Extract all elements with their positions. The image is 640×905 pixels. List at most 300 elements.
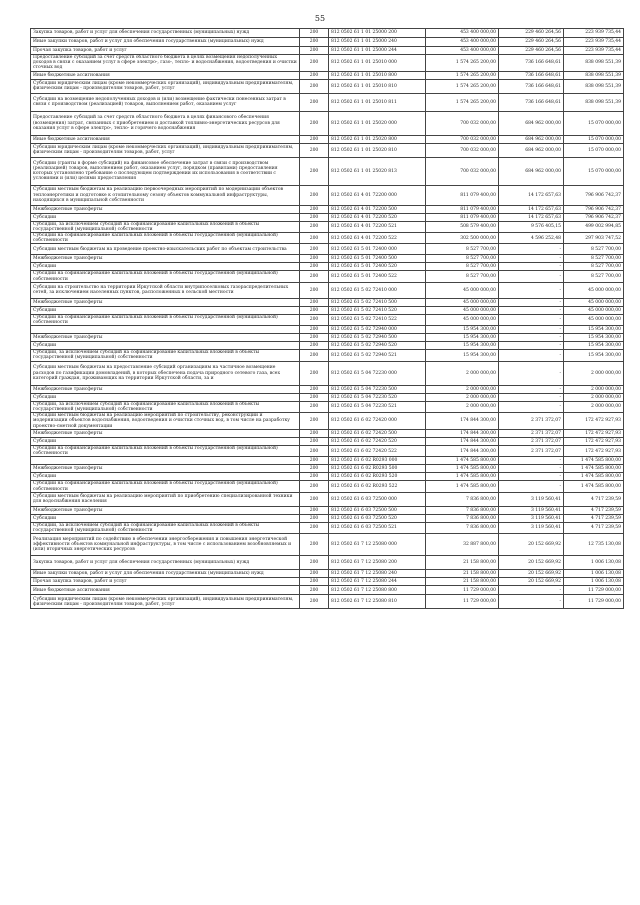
- row-unexecuted-amount: 15 070 000,00: [564, 157, 624, 185]
- row-unexecuted-amount: 172 472 927,93: [564, 438, 624, 446]
- table-row: [31, 71, 624, 79]
- row-line-code: 200: [300, 385, 329, 393]
- row-budget-code: 812 0502 61 4 01 72200 520: [329, 213, 426, 221]
- row-budget-code: 812 0502 61 5 04 72230 000: [329, 361, 426, 385]
- row-approved-amount: 2 000 000,00: [426, 385, 499, 393]
- table-row: [31, 314, 624, 325]
- row-line-code: 200: [300, 506, 329, 514]
- row-approved-amount: 174 844 300,00: [426, 430, 499, 438]
- table-row: [31, 79, 624, 93]
- row-line-code: 200: [300, 481, 329, 492]
- row-executed-amount: -: [499, 393, 564, 401]
- row-approved-amount: 7 836 800,00: [426, 514, 499, 522]
- row-executed-amount: -: [499, 473, 564, 481]
- row-name: Предоставление субсидий за счет средств областного бюджета в целях возмещения недополученных доходов в связи с оказанием услуг в сфере электро-, газо-, тепло- и водоснабжения, водоотведения и очистки сточных вод: [31, 55, 300, 72]
- table-row: [31, 271, 624, 282]
- table-row: [31, 255, 624, 263]
- row-line-code: 200: [300, 47, 329, 55]
- row-name: Иные закупки товаров, работ и услуг для обеспечения государственных (муниципальных) нужд: [31, 570, 300, 578]
- row-unexecuted-amount: 838 098 551,39: [564, 71, 624, 79]
- row-name: Субсидии: [31, 342, 300, 350]
- row-approved-amount: 1 574 265 200,00: [426, 71, 499, 79]
- row-line-code: 200: [300, 298, 329, 306]
- row-approved-amount: 700 032 000,00: [426, 143, 499, 157]
- row-approved-amount: 11 729 000,00: [426, 586, 499, 595]
- row-approved-amount: 1 474 585 800,00: [426, 457, 499, 465]
- row-budget-code: 812 0502 61 5 02 72940 520: [329, 342, 426, 350]
- table-row: [31, 55, 624, 72]
- row-name: Межбюджетные трансферты: [31, 205, 300, 213]
- row-executed-amount: -: [499, 314, 564, 325]
- row-unexecuted-amount: 15 070 000,00: [564, 143, 624, 157]
- row-line-code: 200: [300, 282, 329, 298]
- row-unexecuted-amount: 45 000 000,00: [564, 306, 624, 314]
- row-budget-code: 812 0502 61 6 03 72500 520: [329, 514, 426, 522]
- row-unexecuted-amount: 1 006 130,08: [564, 556, 624, 570]
- row-executed-amount: -: [499, 263, 564, 271]
- row-executed-amount: 229 460 264,56: [499, 47, 564, 55]
- row-executed-amount: -: [499, 361, 564, 385]
- row-name: Субсидии местным бюджетам на реализацию первоочередных мероприятий по модернизации объектов теплоэнергетики и подготовке к отопительному сезону объектов коммунальной инфраструктуры, находящихся в муниципальной собственности: [31, 185, 300, 205]
- row-budget-code: 812 0502 61 1 01 25010 800: [329, 71, 426, 79]
- row-executed-amount: 20 152 669,92: [499, 556, 564, 570]
- row-line-code: 200: [300, 522, 329, 533]
- row-name: Субсидии местным бюджетам на реализацию мероприятий по приобретению специализированной техники для водоснабжения населения: [31, 492, 300, 506]
- row-budget-code: 812 0502 61 5 02 72410 520: [329, 306, 426, 314]
- row-approved-amount: 2 000 000,00: [426, 393, 499, 401]
- row-approved-amount: 21 158 800,00: [426, 556, 499, 570]
- row-approved-amount: 15 954 300,00: [426, 326, 499, 334]
- table-row: [31, 157, 624, 185]
- row-executed-amount: -: [499, 385, 564, 393]
- row-budget-code: 812 0502 61 4 01 72200 521: [329, 221, 426, 232]
- row-name: Межбюджетные трансферты: [31, 506, 300, 514]
- row-name: Иные бюджетные ассигнования: [31, 135, 300, 143]
- row-approved-amount: 21 158 800,00: [426, 578, 499, 586]
- row-budget-code: 812 0502 61 6 02 R0293 500: [329, 465, 426, 473]
- row-executed-amount: -: [499, 282, 564, 298]
- row-approved-amount: 32 887 800,00: [426, 534, 499, 556]
- row-budget-code: 812 0502 61 4 01 72200 522: [329, 233, 426, 244]
- row-name: Предоставление субсидий за счет средств областного бюджета в целях финансового обеспечения (возмещения) затрат, связанных с приобретением и доставкой топливно-энергетических ресурсов для оказания услуг в сфере электро-, тепло- и горячего водоснабжения: [31, 111, 300, 135]
- table-row: [31, 93, 624, 111]
- row-unexecuted-amount: 796 906 742,37: [564, 205, 624, 213]
- row-budget-code: 812 0502 61 1 01 25000 200: [329, 29, 426, 38]
- row-executed-amount: 20 152 669,92: [499, 578, 564, 586]
- row-name: Субсидии местным бюджетам на реализацию мероприятий по строительству, реконструкции и модернизации объектов водоснабжения, водоотведения и очистки сточных вод, в том числе на разработку проектно-сметной документации: [31, 413, 300, 430]
- row-approved-amount: 174 844 300,00: [426, 446, 499, 457]
- row-unexecuted-amount: 12 735 130,08: [564, 534, 624, 556]
- row-executed-amount: 736 166 648,61: [499, 55, 564, 72]
- row-name: Межбюджетные трансферты: [31, 334, 300, 342]
- row-unexecuted-amount: 15 954 300,00: [564, 326, 624, 334]
- row-budget-code: 812 0502 61 5 02 72410 000: [329, 282, 426, 298]
- row-line-code: 200: [300, 413, 329, 430]
- row-name: Межбюджетные трансферты: [31, 298, 300, 306]
- table-row: [31, 401, 624, 412]
- row-executed-amount: -: [499, 255, 564, 263]
- row-line-code: 200: [300, 38, 329, 47]
- row-unexecuted-amount: 11 729 000,00: [564, 595, 624, 609]
- row-unexecuted-amount: 1 474 585 800,00: [564, 457, 624, 465]
- row-unexecuted-amount: 1 006 130,08: [564, 578, 624, 586]
- row-name: Субсидии на софинансирование капитальных вложений в объекты государственной (муниципальной) собственности: [31, 446, 300, 457]
- row-line-code: 200: [300, 586, 329, 595]
- table-row: [31, 185, 624, 205]
- table-row: [31, 213, 624, 221]
- row-unexecuted-amount: 2 000 000,00: [564, 361, 624, 385]
- row-unexecuted-amount: 15 070 000,00: [564, 135, 624, 143]
- table-row: [31, 244, 624, 255]
- table-row: [31, 205, 624, 213]
- row-budget-code: 812 0502 61 1 01 25020 810: [329, 143, 426, 157]
- row-budget-code: 812 0502 61 1 01 25020 800: [329, 135, 426, 143]
- row-approved-amount: 1 574 265 200,00: [426, 55, 499, 72]
- row-name: Субсидии на софинансирование капитальных вложений в объекты государственной (муниципальной) собственности: [31, 314, 300, 325]
- row-line-code: 200: [300, 143, 329, 157]
- row-name: Субсидии местным бюджетам на проведение проектно-изыскательских работ по объектам строительства: [31, 244, 300, 255]
- row-budget-code: 812 0502 61 5 01 72400 520: [329, 263, 426, 271]
- table-row: [31, 457, 624, 465]
- row-approved-amount: 1 474 585 800,00: [426, 473, 499, 481]
- row-name: Закупка товаров, работ и услуг для обеспечения государственных (муниципальных) нужд: [31, 29, 300, 38]
- row-unexecuted-amount: 2 000 000,00: [564, 401, 624, 412]
- row-name: [31, 457, 300, 465]
- row-line-code: 200: [300, 244, 329, 255]
- table-row: [31, 481, 624, 492]
- row-line-code: 200: [300, 71, 329, 79]
- row-approved-amount: 1 574 265 200,00: [426, 93, 499, 111]
- row-name: Субсидии, за исключением субсидий на софинансирование капитальных вложений в объекты государственной (муниципальной) собственности: [31, 221, 300, 232]
- row-name: Субсидии: [31, 514, 300, 522]
- row-name: Субсидии: [31, 213, 300, 221]
- row-budget-code: 812 0502 61 5 02 72410 522: [329, 314, 426, 325]
- row-line-code: 200: [300, 205, 329, 213]
- row-approved-amount: 8 527 700,00: [426, 263, 499, 271]
- table-row: [31, 361, 624, 385]
- row-line-code: 200: [300, 492, 329, 506]
- row-budget-code: 812 0502 61 5 02 72940 521: [329, 350, 426, 361]
- row-line-code: 200: [300, 157, 329, 185]
- row-name: Субсидии: [31, 438, 300, 446]
- row-unexecuted-amount: 15 954 300,00: [564, 342, 624, 350]
- table-row: [31, 578, 624, 586]
- row-name: [31, 326, 300, 334]
- row-approved-amount: 8 527 700,00: [426, 255, 499, 263]
- table-row: [31, 586, 624, 595]
- row-executed-amount: -: [499, 457, 564, 465]
- row-unexecuted-amount: 172 472 927,93: [564, 430, 624, 438]
- table-row: [31, 342, 624, 350]
- row-budget-code: 812 0502 61 7 12 25080 000: [329, 534, 426, 556]
- table-row: [31, 534, 624, 556]
- row-executed-amount: -: [499, 334, 564, 342]
- row-executed-amount: 684 962 000,00: [499, 157, 564, 185]
- row-name: Иные закупки товаров, работ и услуг для обеспечения государственных (муниципальных) нужд: [31, 38, 300, 47]
- row-approved-amount: 45 000 000,00: [426, 282, 499, 298]
- row-unexecuted-amount: 172 472 927,93: [564, 413, 624, 430]
- row-line-code: 200: [300, 233, 329, 244]
- table-row: [31, 143, 624, 157]
- row-executed-amount: 2 371 372,07: [499, 438, 564, 446]
- row-budget-code: 812 0502 61 1 01 25010 000: [329, 55, 426, 72]
- row-line-code: 200: [300, 55, 329, 72]
- row-approved-amount: 1 474 585 800,00: [426, 481, 499, 492]
- row-budget-code: 812 0502 61 6 02 72420 000: [329, 413, 426, 430]
- row-name: Межбюджетные трансферты: [31, 255, 300, 263]
- row-budget-code: 812 0502 61 5 04 72230 500: [329, 385, 426, 393]
- row-unexecuted-amount: 223 939 735,44: [564, 47, 624, 55]
- table-row: [31, 438, 624, 446]
- row-approved-amount: 7 836 800,00: [426, 506, 499, 514]
- row-budget-code: 812 0502 61 7 12 25080 244: [329, 578, 426, 586]
- row-executed-amount: 736 166 648,61: [499, 79, 564, 93]
- row-unexecuted-amount: 297 903 747,52: [564, 233, 624, 244]
- row-line-code: 200: [300, 430, 329, 438]
- row-executed-amount: 684 962 000,00: [499, 143, 564, 157]
- row-name: Субсидии на софинансирование капитальных вложений в объекты государственной (муниципальной) собственности: [31, 481, 300, 492]
- row-unexecuted-amount: 796 906 742,37: [564, 185, 624, 205]
- row-approved-amount: 811 079 400,00: [426, 205, 499, 213]
- row-budget-code: 812 0502 61 1 01 25020 000: [329, 111, 426, 135]
- row-line-code: 200: [300, 111, 329, 135]
- row-unexecuted-amount: 838 098 551,39: [564, 79, 624, 93]
- row-unexecuted-amount: 45 000 000,00: [564, 282, 624, 298]
- row-line-code: 200: [300, 595, 329, 609]
- table-row: [31, 465, 624, 473]
- row-name: Закупка товаров, работ и услуг для обеспечения государственных (муниципальных) нужд: [31, 556, 300, 570]
- row-executed-amount: 736 166 648,61: [499, 93, 564, 111]
- row-budget-code: 812 0502 61 5 04 72230 521: [329, 401, 426, 412]
- row-line-code: 200: [300, 393, 329, 401]
- row-line-code: 200: [300, 135, 329, 143]
- row-name: Межбюджетные трансферты: [31, 385, 300, 393]
- row-unexecuted-amount: 11 729 000,00: [564, 586, 624, 595]
- row-executed-amount: -: [499, 481, 564, 492]
- row-executed-amount: -: [499, 342, 564, 350]
- table-row: [31, 595, 624, 609]
- row-approved-amount: 21 158 800,00: [426, 570, 499, 578]
- row-name: Субсидии: [31, 263, 300, 271]
- row-budget-code: 812 0502 61 5 04 72230 520: [329, 393, 426, 401]
- row-executed-amount: 14 172 657,63: [499, 213, 564, 221]
- table-row: [31, 233, 624, 244]
- row-name: Субсидии юридическим лицам (кроме некоммерческих организаций), индивидуальным предпринимателям, физическим лицам - производителям товаров, работ, услуг: [31, 143, 300, 157]
- row-unexecuted-amount: 4 717 239,59: [564, 506, 624, 514]
- row-approved-amount: 453 400 000,00: [426, 29, 499, 38]
- table-row: [31, 298, 624, 306]
- row-approved-amount: 1 574 265 200,00: [426, 79, 499, 93]
- row-name: Прочая закупка товаров, работ и услуг: [31, 578, 300, 586]
- row-budget-code: 812 0502 61 7 12 25080 800: [329, 586, 426, 595]
- row-line-code: 200: [300, 271, 329, 282]
- row-approved-amount: 2 000 000,00: [426, 401, 499, 412]
- row-unexecuted-amount: 15 070 000,00: [564, 111, 624, 135]
- row-line-code: 200: [300, 314, 329, 325]
- row-approved-amount: 15 954 300,00: [426, 342, 499, 350]
- table-row: [31, 29, 624, 38]
- row-unexecuted-amount: 4 717 239,59: [564, 522, 624, 533]
- row-executed-amount: -: [499, 595, 564, 609]
- row-approved-amount: 15 954 300,00: [426, 334, 499, 342]
- row-line-code: 200: [300, 213, 329, 221]
- row-budget-code: 812 0502 61 7 12 25080 200: [329, 556, 426, 570]
- row-unexecuted-amount: 15 954 300,00: [564, 334, 624, 342]
- row-approved-amount: 11 729 000,00: [426, 595, 499, 609]
- row-unexecuted-amount: 8 527 700,00: [564, 263, 624, 271]
- row-budget-code: 812 0502 61 1 01 25000 244: [329, 47, 426, 55]
- row-executed-amount: -: [499, 306, 564, 314]
- row-line-code: 200: [300, 263, 329, 271]
- row-approved-amount: 700 032 000,00: [426, 111, 499, 135]
- table-row: [31, 263, 624, 271]
- row-unexecuted-amount: 2 000 000,00: [564, 393, 624, 401]
- row-executed-amount: -: [499, 350, 564, 361]
- row-executed-amount: 229 460 264,56: [499, 38, 564, 47]
- row-name: Субсидии, за исключением субсидий на софинансирование капитальных вложений в объекты государственной (муниципальной) собственности: [31, 401, 300, 412]
- table-row: [31, 446, 624, 457]
- row-name: Субсидии юридическим лицам (кроме некоммерческих организаций), индивидуальным предпринимателям, физическим лицам - производителям товаров, работ, услуг: [31, 79, 300, 93]
- row-name: Субсидии местным бюджетам на предоставление субсидий организациям на частичное возмещение расходов по газификации домовладений, в которых обеспечена подача природного сетевого газа, всех категорий граждан, проживающих на территории Иркутской области, за и: [31, 361, 300, 385]
- row-executed-amount: -: [499, 326, 564, 334]
- row-line-code: 200: [300, 361, 329, 385]
- row-executed-amount: 2 371 372,07: [499, 430, 564, 438]
- row-unexecuted-amount: 1 006 130,08: [564, 570, 624, 578]
- table-row: [31, 430, 624, 438]
- row-unexecuted-amount: 1 474 585 800,00: [564, 473, 624, 481]
- row-name: Субсидии юридическим лицам (кроме некоммерческих организаций), индивидуальным предпринимателям, физическим лицам - производителям товаров, работ, услуг: [31, 595, 300, 609]
- row-approved-amount: 700 032 000,00: [426, 157, 499, 185]
- row-name: Субсидии, за исключением субсидий на софинансирование капитальных вложений в объекты государственной (муниципальной) собственности: [31, 350, 300, 361]
- row-unexecuted-amount: 499 002 994,85: [564, 221, 624, 232]
- row-name: Субсидии: [31, 393, 300, 401]
- row-budget-code: 812 0502 61 4 01 72200 000: [329, 185, 426, 205]
- table-row: [31, 350, 624, 361]
- row-line-code: 200: [300, 570, 329, 578]
- row-name: Прочая закупка товаров, работ и услуг: [31, 47, 300, 55]
- table-row: [31, 111, 624, 135]
- row-unexecuted-amount: 8 527 700,00: [564, 271, 624, 282]
- row-line-code: 200: [300, 255, 329, 263]
- row-budget-code: 812 0502 61 6 02 72420 520: [329, 438, 426, 446]
- table-row: [31, 334, 624, 342]
- row-executed-amount: 684 962 000,00: [499, 135, 564, 143]
- row-line-code: 200: [300, 326, 329, 334]
- row-executed-amount: 229 460 264,56: [499, 29, 564, 38]
- row-executed-amount: 4 596 252,48: [499, 233, 564, 244]
- row-name: Субсидии на возмещение недополученных доходов и (или) возмещение фактически понесенных затрат в связи с производством (реализацией) товаров, выполнением работ, оказанием услуг: [31, 93, 300, 111]
- row-executed-amount: 14 172 657,63: [499, 185, 564, 205]
- page-number: 55: [314, 14, 326, 23]
- row-unexecuted-amount: 8 527 700,00: [564, 244, 624, 255]
- row-executed-amount: 2 371 372,07: [499, 413, 564, 430]
- row-approved-amount: 174 844 300,00: [426, 438, 499, 446]
- row-unexecuted-amount: 838 098 551,39: [564, 93, 624, 111]
- row-line-code: 200: [300, 221, 329, 232]
- row-budget-code: 812 0502 61 6 02 R0293 520: [329, 473, 426, 481]
- row-budget-code: 812 0502 61 6 02 R0293 522: [329, 481, 426, 492]
- row-approved-amount: 2 000 000,00: [426, 361, 499, 385]
- row-budget-code: 812 0502 61 1 01 25010 810: [329, 79, 426, 93]
- row-executed-amount: 3 119 560,41: [499, 506, 564, 514]
- row-approved-amount: 7 836 800,00: [426, 522, 499, 533]
- table-row: [31, 135, 624, 143]
- row-unexecuted-amount: 8 527 700,00: [564, 255, 624, 263]
- table-row: [31, 282, 624, 298]
- row-unexecuted-amount: 4 717 239,59: [564, 514, 624, 522]
- row-unexecuted-amount: 172 472 927,93: [564, 446, 624, 457]
- row-executed-amount: -: [499, 586, 564, 595]
- table-row: [31, 393, 624, 401]
- table-row: [31, 492, 624, 506]
- row-line-code: 200: [300, 514, 329, 522]
- row-line-code: 200: [300, 534, 329, 556]
- row-unexecuted-amount: 223 939 735,44: [564, 29, 624, 38]
- row-budget-code: 812 0502 61 6 03 72500 500: [329, 506, 426, 514]
- row-name: Субсидии на строительство на территории Иркутской области внутрипоселковых газораспределительных сетей, за исключением населенных пунктов, расположенных в сельской местности: [31, 282, 300, 298]
- row-unexecuted-amount: 796 906 742,37: [564, 213, 624, 221]
- row-line-code: 200: [300, 438, 329, 446]
- row-executed-amount: -: [499, 271, 564, 282]
- row-budget-code: 812 0502 61 1 01 25010 811: [329, 93, 426, 111]
- row-approved-amount: 8 527 700,00: [426, 271, 499, 282]
- row-approved-amount: 174 844 300,00: [426, 413, 499, 430]
- row-line-code: 200: [300, 306, 329, 314]
- table-row: [31, 570, 624, 578]
- table-row: [31, 522, 624, 533]
- row-line-code: 200: [300, 446, 329, 457]
- row-name: Субсидии на софинансирование капитальных вложений в объекты государственной (муниципальной) собственности: [31, 233, 300, 244]
- row-unexecuted-amount: 2 000 000,00: [564, 385, 624, 393]
- row-executed-amount: 9 576 405,15: [499, 221, 564, 232]
- row-budget-code: 812 0502 61 6 02 R0293 000: [329, 457, 426, 465]
- row-approved-amount: 7 836 800,00: [426, 492, 499, 506]
- row-budget-code: 812 0502 61 6 02 72420 522: [329, 446, 426, 457]
- row-budget-code: 812 0502 61 6 02 72420 500: [329, 430, 426, 438]
- row-approved-amount: 700 032 000,00: [426, 135, 499, 143]
- row-executed-amount: -: [499, 244, 564, 255]
- row-approved-amount: 811 079 400,00: [426, 213, 499, 221]
- table-row: [31, 556, 624, 570]
- row-budget-code: 812 0502 61 7 12 25080 240: [329, 570, 426, 578]
- table-row: [31, 326, 624, 334]
- table-row: [31, 413, 624, 430]
- row-executed-amount: 3 119 560,41: [499, 514, 564, 522]
- row-budget-code: 812 0502 61 5 01 72400 000: [329, 244, 426, 255]
- table-row: [31, 473, 624, 481]
- row-name: Субсидии: [31, 306, 300, 314]
- row-executed-amount: 684 962 000,00: [499, 111, 564, 135]
- row-executed-amount: 20 152 669,92: [499, 534, 564, 556]
- row-budget-code: 812 0502 61 5 02 72940 500: [329, 334, 426, 342]
- row-executed-amount: 2 371 372,07: [499, 446, 564, 457]
- row-executed-amount: 736 166 648,61: [499, 71, 564, 79]
- row-line-code: 200: [300, 342, 329, 350]
- row-budget-code: 812 0502 61 5 01 72400 500: [329, 255, 426, 263]
- row-budget-code: 812 0502 61 5 01 72400 522: [329, 271, 426, 282]
- row-unexecuted-amount: 45 000 000,00: [564, 314, 624, 325]
- row-executed-amount: -: [499, 298, 564, 306]
- row-line-code: 200: [300, 334, 329, 342]
- table-row: [31, 514, 624, 522]
- table-row: [31, 38, 624, 47]
- row-unexecuted-amount: 838 098 551,39: [564, 55, 624, 72]
- row-approved-amount: 15 954 300,00: [426, 350, 499, 361]
- row-executed-amount: -: [499, 401, 564, 412]
- row-budget-code: 812 0502 61 5 02 72410 500: [329, 298, 426, 306]
- row-name: Субсидии, за исключением субсидий на софинансирование капитальных вложений в объекты государственной (муниципальной) собственности: [31, 522, 300, 533]
- table-row: [31, 221, 624, 232]
